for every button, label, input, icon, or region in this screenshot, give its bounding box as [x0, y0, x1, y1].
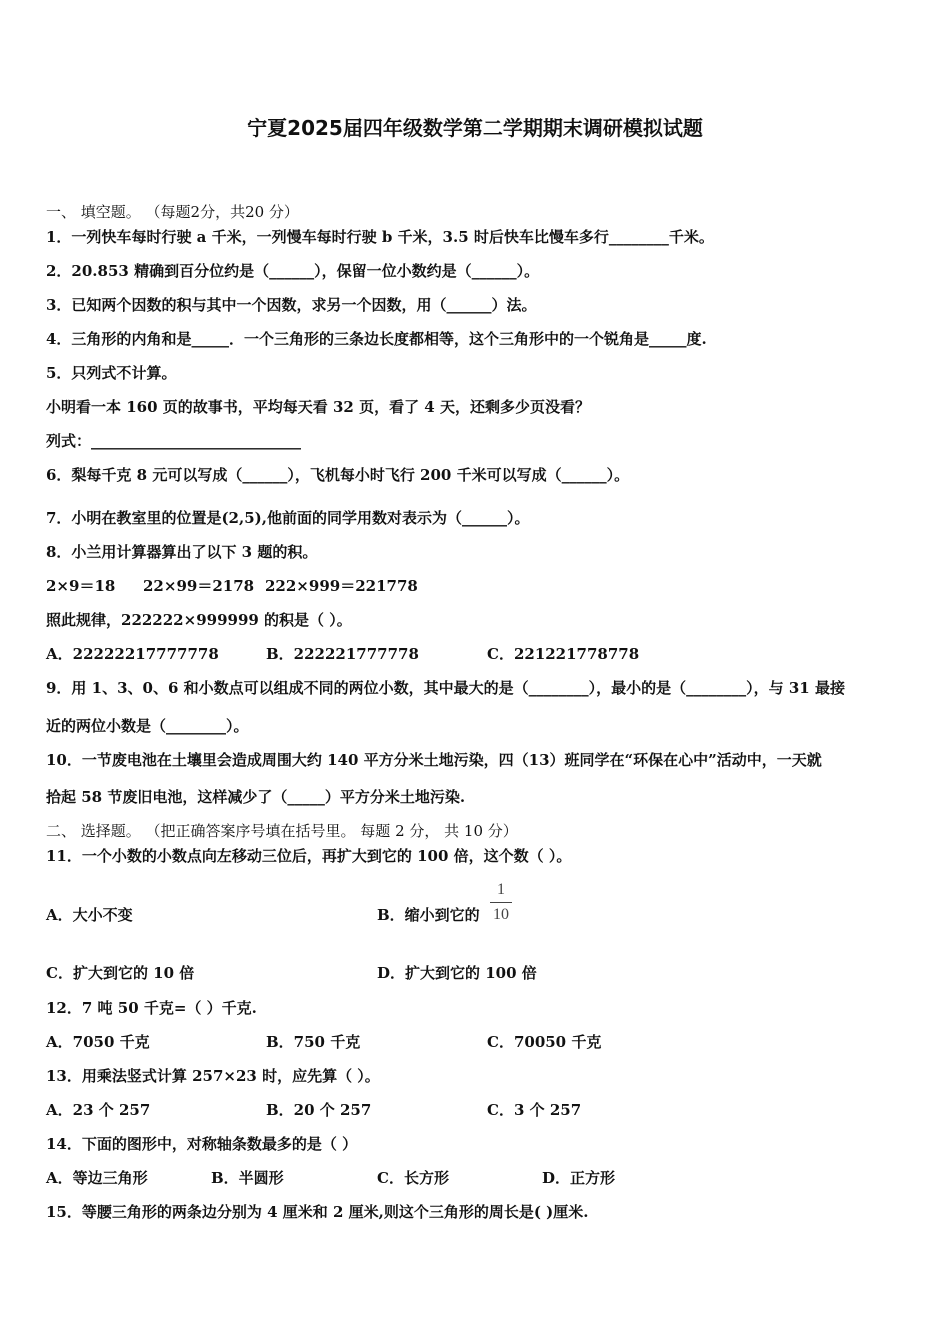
question-9-line-2: 近的两位小数是（________）。	[46, 717, 249, 735]
question-15: 15．等腰三角形的两条边分别为 4 厘米和 2 厘米,则这个三角形的周长是( )厘米.	[46, 1203, 589, 1221]
question-5-text: 小明看一本 160 页的故事书，平均每天看 32 页，看了 4 天，还剩多少页没看？	[46, 398, 590, 416]
fraction-numerator: 1	[497, 881, 505, 898]
question-13: 13．用乘法竖式计算 257×23 时，应先算（ ）。	[46, 1067, 380, 1085]
option-a: A．23 个 257	[46, 1101, 151, 1119]
option-d: D．正方形	[542, 1169, 616, 1187]
question-1: 1．一列快车每时行驶 a 千米，一列慢车每时行驶 b 千米，3.5 时后快车比慢车多行________千米。	[46, 228, 714, 246]
option-c: C．3 个 257	[487, 1101, 582, 1119]
question-2: 2．20.853 精确到百分位约是（______），保留一位小数约是（______）。	[46, 262, 540, 280]
option-d: D．扩大到它的 100 倍	[377, 964, 537, 982]
question-5: 5．只列式不计算。	[46, 364, 177, 382]
option-a: A．7050 千克	[46, 1033, 150, 1051]
fraction-one-tenth	[490, 880, 512, 925]
option-a: A．等边三角形	[46, 1169, 148, 1187]
equation-1: 2×9＝18	[46, 577, 116, 595]
section-1-heading: 一、 填空题。 （每题2分，共20 分）	[46, 203, 299, 221]
section-2-heading: 二、 选择题。 （把正确答案序号填在括号里。 每题 2 分， 共 10 分）	[46, 822, 518, 840]
question-8: 8．小兰用计算器算出了以下 3 题的积。	[46, 543, 318, 561]
option-a: A．22222217777778	[46, 645, 219, 663]
question-10-line-2: 拾起 58 节废旧电池，这样减少了（_____）平方分米土地污染.	[46, 788, 466, 806]
option-b: B．222221777778	[266, 645, 419, 663]
option-a: A．大小不变	[46, 906, 133, 924]
question-5-formula: 列式：____________________________	[46, 432, 302, 450]
question-14: 14．下面的图形中，对称轴条数最多的是（ ）	[46, 1135, 358, 1153]
option-b: B．750 千克	[266, 1033, 361, 1051]
page-title: 宁夏2025届四年级数学第二学期期末调研模拟试题	[247, 116, 703, 140]
fraction-denominator: 10	[493, 906, 509, 923]
equation-2: 22×99＝2178	[143, 577, 255, 595]
question-4: 4．三角形的内角和是_____．一个三角形的三条边长度都相等，这个三角形中的一个锐角是_____度.	[46, 330, 707, 348]
option-c: C．221221778778	[487, 645, 640, 663]
question-9-line-1: 9．用 1、3、0、6 和小数点可以组成不同的两位小数，其中最大的是（________），最小的是（________），与 31 最接	[46, 679, 845, 697]
fraction-bar	[490, 902, 512, 903]
question-3: 3．已知两个因数的积与其中一个因数，求另一个因数，用（______）法。	[46, 296, 537, 314]
option-b: B．半圆形	[211, 1169, 284, 1187]
equation-3: 222×999＝221778	[265, 577, 418, 595]
option-c: C．70050 千克	[487, 1033, 602, 1051]
question-11: 11．一个小数的小数点向左移动三位后，再扩大到它的 100 倍，这个数（ ）。	[46, 847, 572, 865]
question-8-ask: 照此规律，222222×999999 的积是（ ）。	[46, 611, 352, 629]
question-7: 7．小明在教室里的位置是(2,5),他前面的同学用数对表示为（______）。	[46, 509, 530, 527]
option-c: C．长方形	[377, 1169, 449, 1187]
question-6: 6．梨每千克 8 元可以写成（______），飞机每小时飞行 200 千米可以写成（______）。	[46, 466, 630, 484]
question-12: 12．7 吨 50 千克=（ ）千克.	[46, 999, 257, 1017]
option-c: C．扩大到它的 10 倍	[46, 964, 195, 982]
question-10-line-1: 10．一节废电池在土壤里会造成周围大约 140 平方分米土地污染，四（13）班同学在“环保在心中”活动中，一天就	[46, 751, 822, 769]
option-b: B．缩小到它的	[377, 906, 480, 924]
option-b: B．20 个 257	[266, 1101, 372, 1119]
